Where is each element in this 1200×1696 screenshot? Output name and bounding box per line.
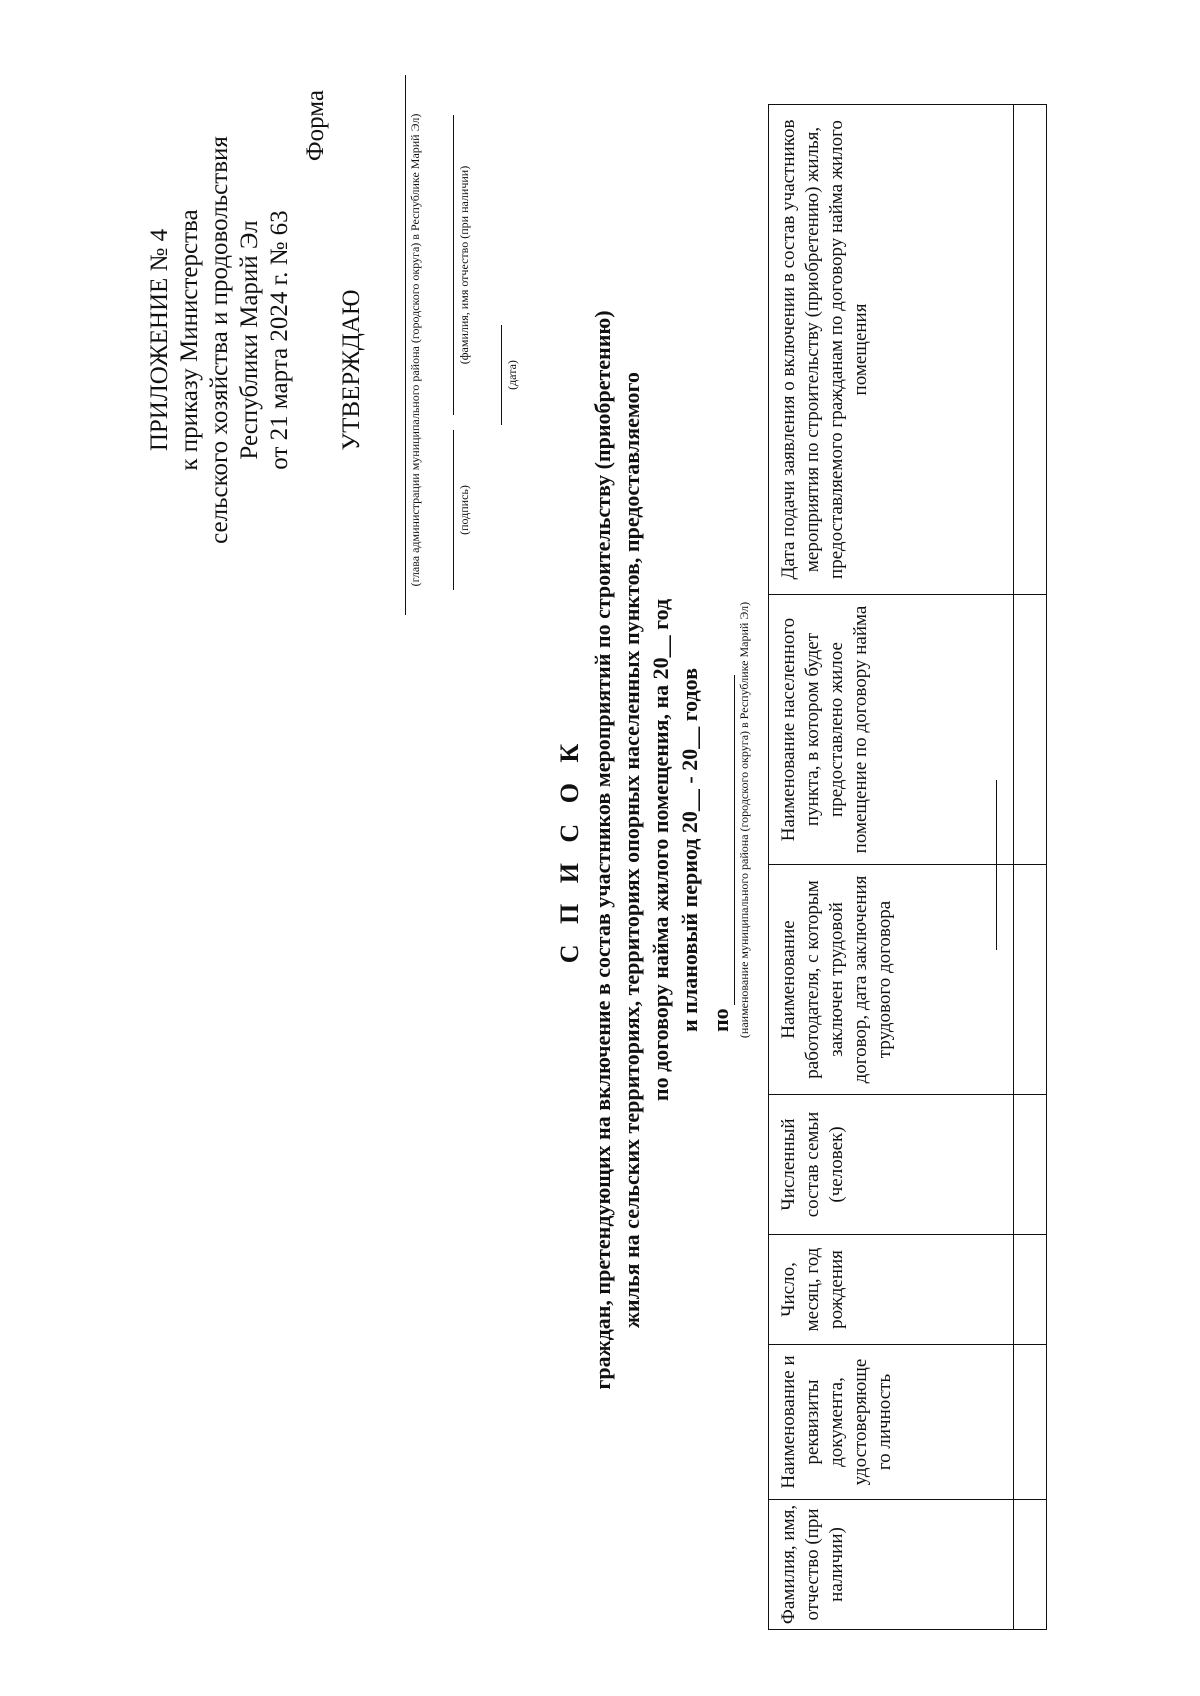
appendix-line: ПРИЛОЖЕНИЕ № 4 [146, 228, 173, 452]
head-caption: (глава администрации муниципального района (городского округа) в Республике Марий Эл) [408, 113, 422, 587]
appendix-line: Республики Марий Эл [236, 220, 263, 460]
appendix-line: к приказу Министерства [176, 209, 203, 471]
table-cell [1014, 105, 1047, 595]
table-header-row [769, 105, 1014, 1630]
document-title: С П И С О К [555, 736, 584, 964]
signature-caption: (подпись) [457, 485, 471, 535]
district-caption: (наименование муниципального района (городского округа) в Республике Марий Эл) [737, 601, 751, 1039]
appendix-line: от 21 марта 2024 г. № 63 [266, 210, 293, 470]
head-signature-line [405, 75, 406, 615]
date-line [501, 325, 502, 425]
date-caption: (дата) [505, 360, 519, 390]
approval-title: УТВЕРЖДАЮ [338, 289, 365, 451]
column-header: Число, месяц, год рождения [769, 1235, 1014, 1345]
column-header: Наименование населенного пункта, в котором будет предоставлено жилое помещение по договору найма [769, 595, 1014, 865]
fio-caption: (фамилия, имя отчество (при наличии) [457, 165, 471, 365]
citizens-table [768, 104, 1047, 1630]
table-cell [1014, 1235, 1047, 1345]
table-cell [1014, 595, 1047, 865]
table-cell [1014, 1500, 1047, 1630]
column-header: Дата подачи заявления о включении в состав участников мероприятия по строительству (приобретению) жилья, предоставляемого гражданам по договору найма жилого помещения [769, 105, 1014, 595]
po-label: по [708, 1008, 733, 1032]
form-label: Форма [302, 90, 329, 162]
subtitle-line: и плановый период 20__ - 20__ годов [677, 668, 702, 1032]
appendix-line: сельского хозяйства и продовольствия [206, 136, 233, 544]
column-header: Наименование и реквизиты документа, удостоверяюще го личность [769, 1345, 1014, 1500]
fio-line [453, 115, 454, 415]
subtitle-line: по договору найма жилого помещения, на 20__ год [648, 598, 673, 1102]
column-header: Численный состав семьи (человек) [769, 1095, 1014, 1235]
signature-line [453, 430, 454, 590]
table-cell [1014, 1095, 1047, 1235]
table-row [1014, 105, 1047, 1630]
subtitle-line: жилья на сельских территориях, территориях опорных населенных пунктов, предоставляемого [619, 372, 644, 1329]
document-subtitle [588, 200, 704, 1500]
column-header: Наименование работодателя, с которым заключен трудовой договор, дата заключения трудового договора [769, 865, 1014, 1095]
table-cell [1014, 1345, 1047, 1500]
column-header: Фамилия, имя, отчество (при наличии) [769, 1500, 1014, 1630]
district-line [734, 675, 735, 1005]
table-cell [1014, 865, 1047, 1095]
closing-rule [996, 780, 997, 950]
document-page [130, 70, 1130, 1630]
subtitle-line: граждан, претендующих на включение в состав участников мероприятий по строительству (приобретению) [590, 310, 615, 1390]
appendix-block [145, 90, 295, 590]
